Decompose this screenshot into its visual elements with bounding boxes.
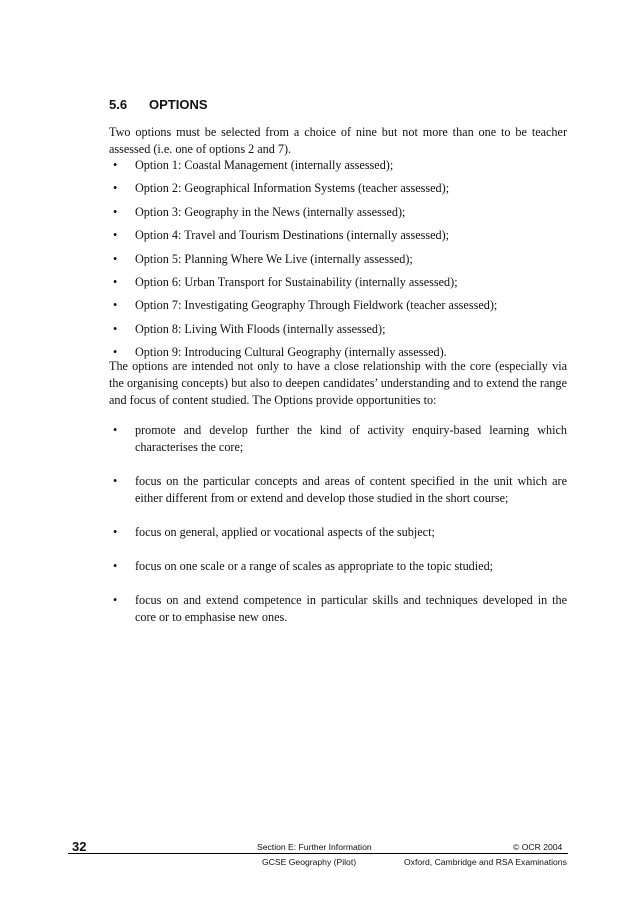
option-text: Option 9: Introducing Cultural Geography (internally assessed). [135,345,447,360]
bullet-icon: • [113,204,118,219]
opportunity-text: focus on one scale or a range of scales as appropriate to the topic studied; [135,559,494,573]
list-item [109,157,567,180]
footer-exam-board: Oxford, Cambridge and RSA Examinations [404,857,567,867]
opportunity-text: focus on the particular concepts and areas of content specified in the unit which are either different from or extend and develop those studied in the short course; [135,474,567,505]
bullet-icon: • [113,158,118,172]
footer-course: GCSE Geography (Pilot) [262,857,357,867]
bullet-icon: • [113,251,118,266]
bullet-icon: • [113,298,118,313]
list-item [109,558,567,575]
list-item [109,592,567,626]
list-item [109,274,567,297]
footer-section-label: Section E: Further Information [257,842,372,852]
bullet-icon: • [113,423,118,437]
option-text: Option 8: Living With Floods (internally assessed); [135,321,386,336]
opportunity-text: promote and develop further the kind of activity enquiry-based learning which characterises the core; [135,423,567,454]
section-number: 5.6 [109,97,128,112]
list-item [109,251,567,274]
list-item [109,473,567,507]
footer-copyright: © OCR 2004 [513,842,563,852]
bullet-icon: • [113,228,118,243]
bullet-icon: • [113,274,118,289]
opportunity-text: focus on general, applied or vocational aspects of the subject; [135,525,435,539]
list-item [109,180,567,203]
option-text: Option 2: Geographical Information Systems (teacher assessed); [135,181,450,196]
section-heading [109,97,208,112]
bullet-icon: • [113,181,118,196]
bullet-icon: • [113,593,118,607]
list-item [109,204,567,227]
list-item [109,297,567,320]
list-item [109,524,567,541]
bullet-icon: • [113,321,118,336]
bullet-icon: • [113,559,118,573]
option-text: Option 5: Planning Where We Live (internally assessed); [135,251,413,266]
bullet-icon: • [113,345,118,360]
page-number: 32 [72,839,87,854]
option-text: Option 7: Investigating Geography Through Fieldwork (teacher assessed); [135,298,498,313]
list-item [109,422,567,456]
intro-paragraph: Two options must be selected from a choice of nine but not more than one to be teacher assessed (i.e. one of options 2 and 7). [109,125,567,156]
footer-divider [68,853,568,854]
list-item [109,227,567,250]
option-text: Option 3: Geography in the News (internally assessed); [135,204,406,219]
opportunities-list [109,422,567,643]
list-item [109,321,567,344]
bullet-icon: • [113,474,118,488]
option-text: Option 4: Travel and Tourism Destinations (internally assessed); [135,228,450,243]
options-list [109,157,567,368]
section-title: OPTIONS [149,97,208,112]
option-text: Option 6: Urban Transport for Sustainability (internally assessed); [135,274,458,289]
option-text: Option 1: Coastal Management (internally assessed); [135,158,394,172]
opportunity-text: focus on and extend competence in particular skills and techniques developed in the core or to emphasise new ones. [135,593,567,624]
bullet-icon: • [113,525,118,539]
options-purpose-paragraph: The options are intended not only to have a close relationship with the core (especially via the organising concepts) but also to deepen candidates’ understanding and to extend the range and focus of content studied. The Options provide opportunities to: [109,359,567,407]
